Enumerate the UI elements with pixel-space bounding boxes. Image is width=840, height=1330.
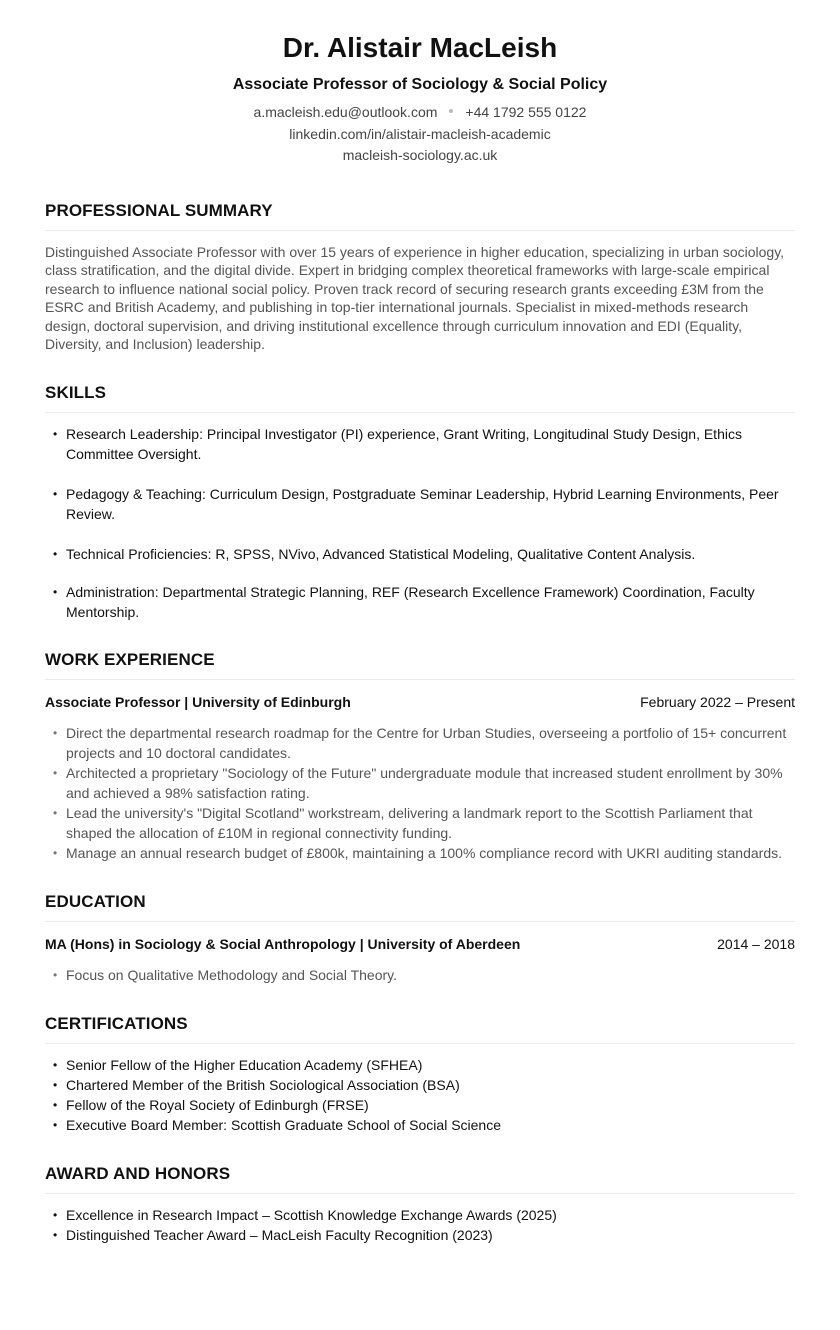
- phone-number[interactable]: +44 1792 555 0122: [465, 104, 587, 120]
- degree-name: MA (Hons) in Sociology & Social Anthropology | University of Aberdeen: [45, 935, 521, 952]
- section-heading: WORK EXPERIENCE: [45, 650, 795, 680]
- award-item: • Distinguished Teacher Award – MacLeish Faculty Recognition (2023): [45, 1225, 795, 1245]
- certifications-list: [45, 1055, 795, 1135]
- education-section: [45, 892, 795, 985]
- education-bullets: [45, 965, 795, 985]
- certifications-section: [45, 1014, 795, 1135]
- skill-item: • Pedagogy & Teaching: Curriculum Design, Postgraduate Seminar Leadership, Hybrid Learning Environments, Peer Review.: [45, 484, 795, 524]
- certification-item: • Chartered Member of the British Sociological Association (BSA): [45, 1075, 795, 1095]
- job-bullet: • Architected a proprietary "Sociology of the Future" undergraduate module that increased student enrollment by 30% and achieved a 98% satisfaction rating.: [45, 763, 795, 803]
- job-entry: [45, 693, 795, 863]
- education-bullet: • Focus on Qualitative Methodology and Social Theory.: [45, 965, 795, 985]
- education-entry: [45, 935, 795, 985]
- awards-list: [45, 1205, 795, 1245]
- certification-item: • Senior Fellow of the Higher Education Academy (SFHEA): [45, 1055, 795, 1075]
- skill-item: • Administration: Departmental Strategic Planning, REF (Research Excellence Framework) Coordination, Faculty Mentorship.: [45, 582, 795, 622]
- section-heading: CERTIFICATIONS: [45, 1014, 795, 1044]
- awards-section: [45, 1164, 795, 1245]
- job-header: [45, 693, 795, 711]
- job-bullet: • Lead the university's "Digital Scotland" workstream, delivering a landmark report to the Scottish Parliament that shaped the allocation of £10M in regional connectivity funding.: [45, 803, 795, 843]
- email-link[interactable]: a.macleish.edu@outlook.com: [253, 104, 438, 120]
- separator-dot-icon: [449, 109, 453, 113]
- summary-section: [45, 201, 795, 354]
- job-date: February 2022 – Present: [640, 693, 795, 710]
- education-date: 2014 – 2018: [717, 935, 795, 952]
- job-bullets: [45, 723, 795, 863]
- certification-item: • Fellow of the Royal Society of Edinburgh (FRSE): [45, 1095, 795, 1115]
- website-link[interactable]: macleish-sociology.ac.uk: [342, 147, 498, 163]
- contact-info: [45, 102, 795, 167]
- candidate-name: Dr. Alistair MacLeish: [282, 32, 558, 63]
- section-heading: PROFESSIONAL SUMMARY: [45, 201, 795, 231]
- education-header: [45, 935, 795, 953]
- section-heading: AWARD AND HONORS: [45, 1164, 795, 1194]
- skill-item: • Research Leadership: Principal Investigator (PI) experience, Grant Writing, Longitudinal Study Design, Ethics Committee Oversight.: [45, 424, 795, 464]
- contact-line-1: [45, 102, 795, 124]
- award-item: • Excellence in Research Impact – Scottish Knowledge Exchange Awards (2025): [45, 1205, 795, 1225]
- section-heading: SKILLS: [45, 383, 795, 413]
- skill-item: • Technical Proficiencies: R, SPSS, NVivo, Advanced Statistical Modeling, Qualitative Content Analysis.: [45, 544, 795, 564]
- certification-item: • Executive Board Member: Scottish Graduate School of Social Science: [45, 1115, 795, 1135]
- experience-section: [45, 650, 795, 863]
- linkedin-link[interactable]: linkedin.com/in/alistair-macleish-academic: [289, 125, 551, 142]
- section-heading: EDUCATION: [45, 892, 795, 922]
- summary-text: Distinguished Associate Professor with over 15 years of experience in higher education, specializing in urban sociology, class stratification, and the digital divide. Expert in bridging complex theoretical frameworks with large-scale empirical research to influence national social policy. Proven track record of securing research grants exceeding £3M from the ESRC and British Academy, and publishing in top-tier international journals. Specialist in mixed-methods research design, doctoral supervision, and driving institutional excellence through curriculum innovation and EDI (Equality, Diversity, and Inclusion) leadership.: [45, 243, 785, 352]
- resume-header: [45, 0, 795, 167]
- candidate-title: Associate Professor of Sociology & Social Policy: [232, 76, 608, 93]
- job-role: Associate Professor | University of Edinburgh: [45, 693, 351, 710]
- skills-section: [45, 383, 795, 622]
- job-bullet: • Manage an annual research budget of £800k, maintaining a 100% compliance record with UKRI auditing standards.: [45, 843, 795, 863]
- skills-list: [45, 424, 795, 622]
- job-bullet: • Direct the departmental research roadmap for the Centre for Urban Studies, overseeing a portfolio of 15+ concurrent projects and 10 doctoral candidates.: [45, 723, 795, 763]
